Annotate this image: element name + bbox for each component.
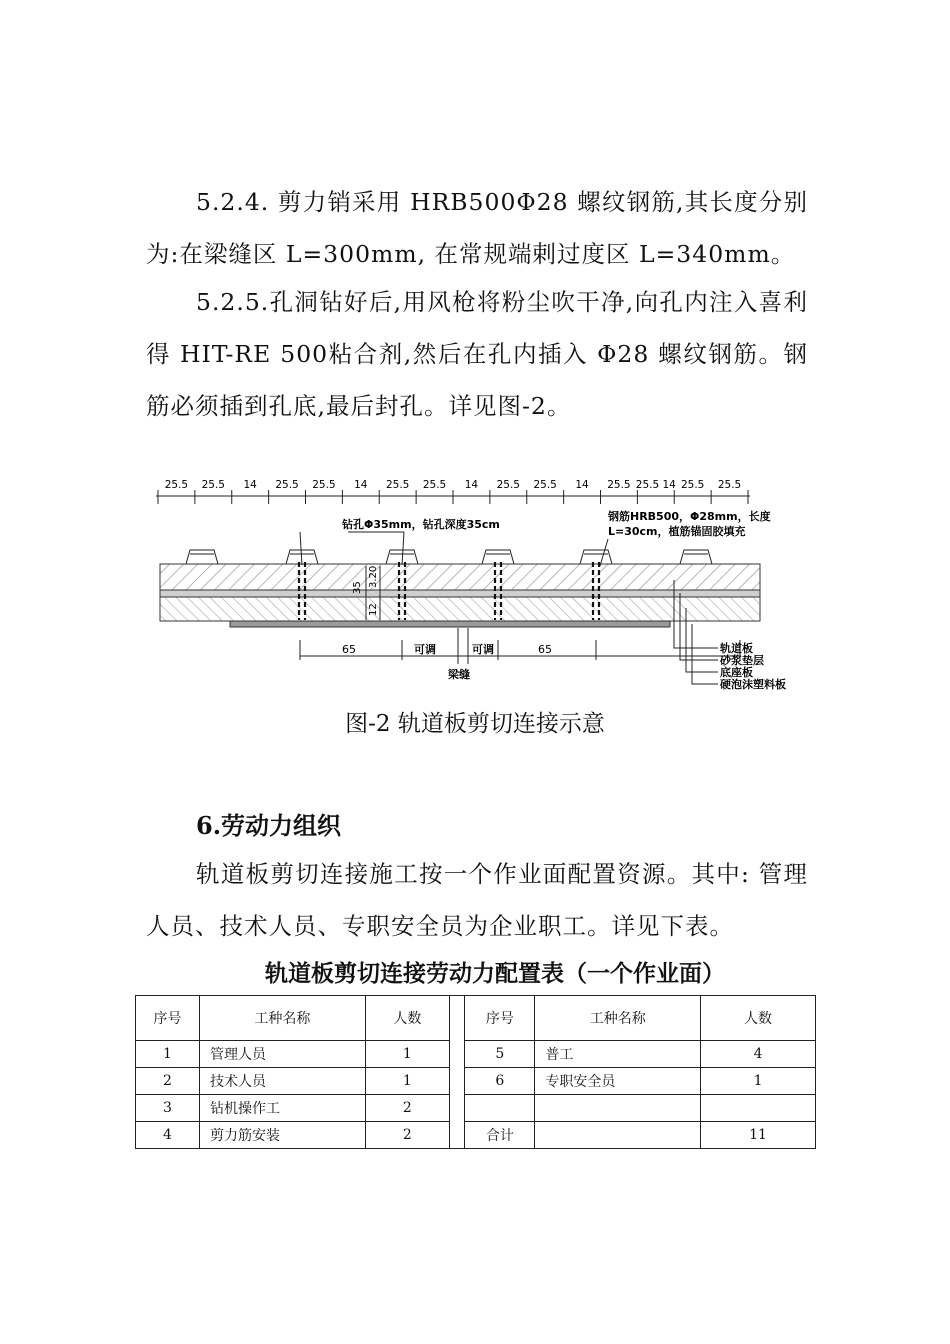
bottom-adjustable-left: 可调 <box>414 643 436 656</box>
base-plate <box>160 597 760 621</box>
bottom-dim-right: 65 <box>538 643 552 656</box>
track-slab <box>160 564 760 590</box>
header-count-2: 人数 <box>701 996 816 1041</box>
cell-type: 钻机操作工 <box>200 1095 366 1122</box>
dimension-label: 14 <box>464 479 479 491</box>
cell-type: 管理人员 <box>200 1041 366 1068</box>
cell-no: 2 <box>136 1068 200 1095</box>
dimension-label: 25.5 <box>496 479 521 491</box>
dimension-label: 25.5 <box>533 479 557 491</box>
cell-count-2: 4 <box>701 1041 816 1068</box>
rail-fastener <box>680 550 712 564</box>
depth-12-label: 12 <box>368 603 379 616</box>
rail-fasteners <box>186 550 712 564</box>
rail-fastener <box>482 550 514 564</box>
cell-no: 3 <box>136 1095 200 1122</box>
foam-board <box>230 621 670 627</box>
table-row <box>136 1068 816 1095</box>
layer-label-mortar: 砂浆垫层 <box>720 654 764 667</box>
cell-count: 1 <box>365 1068 449 1095</box>
dimension-label: 25.5 <box>385 479 410 491</box>
cell-count: 1 <box>365 1041 449 1068</box>
dimension-label: 14 <box>243 479 257 491</box>
cell-no: 1 <box>136 1041 200 1068</box>
cell-no-2: 6 <box>465 1068 535 1095</box>
paragraph-section-6: 轨道板剪切连接施工按一个作业面配置资源。其中: 管理人员、技术人员、专职安全员为企业职工。详见下表。 <box>146 860 808 940</box>
header-type-2: 工种名称 <box>535 996 701 1041</box>
cell-total-label: 合计 <box>465 1122 535 1149</box>
rail-fastener <box>580 550 612 564</box>
header-type: 工种名称 <box>200 996 366 1041</box>
cell-no-2: 5 <box>465 1041 535 1068</box>
cell-count: 2 <box>365 1122 449 1149</box>
bottom-dim-left: 65 <box>342 643 356 656</box>
header-count: 人数 <box>365 996 449 1041</box>
layer-label-track-slab: 轨道板 <box>720 642 753 655</box>
dimension-label: 14 <box>575 479 589 491</box>
track-slab-shear-connection-figure <box>150 470 814 692</box>
rebar-note-line2: L=30cm，植筋锚固胶填充 <box>608 525 746 538</box>
dimension-label: 25.5 <box>275 479 299 491</box>
cell-count-2: 1 <box>701 1068 816 1095</box>
dimension-label: 25.5 14 <box>635 479 676 491</box>
cell-type: 剪力筋安装 <box>200 1122 366 1149</box>
paragraph-5-2-5: 5.2.5.孔洞钻好后,用风枪将粉尘吹干净,向孔内注入喜利得 HIT-RE 500粘合剂,然后在孔内插入 Φ28 螺纹钢筋。钢筋必须插到孔底,最后封孔。详见图-2。 <box>146 288 808 420</box>
cell-count-2 <box>701 1095 816 1122</box>
figure-caption: 图-2 轨道板剪切连接示意 <box>345 711 605 737</box>
cell-type-2: 普工 <box>535 1041 701 1068</box>
dimension-label: 25.5 <box>201 479 226 491</box>
section-heading: 6.劳动力组织 <box>196 811 342 840</box>
layer-label-foam-board: 硬泡沫塑料板 <box>720 678 786 691</box>
paragraph-5-2-4: 5.2.4. 剪力销采用 HRB500Φ28 螺纹钢筋,其长度分别为:在梁缝区 L=300mm, 在常规端剌过度区 L=340mm。 <box>146 188 808 268</box>
cell-type-2: 专职安全员 <box>535 1068 701 1095</box>
rail-fastener <box>186 550 218 564</box>
bottom-adjustable-right: 可调 <box>472 643 494 656</box>
table-header-row <box>136 996 816 1041</box>
beam-joint-label: 梁缝 <box>448 668 470 681</box>
cell-no-2 <box>465 1095 535 1122</box>
cell-type-2 <box>535 1095 701 1122</box>
depth-3-20-label: 3.20 <box>368 565 379 588</box>
mortar-layer <box>160 590 760 597</box>
labor-table <box>135 995 816 1149</box>
table-title: 轨道板剪切连接劳动力配置表（一个作业面） <box>265 961 725 987</box>
cell-type: 技术人员 <box>200 1068 366 1095</box>
cell-count: 2 <box>365 1095 449 1122</box>
depth-35-label: 35 <box>352 581 363 594</box>
dimension-label: 25.5 <box>680 479 705 491</box>
hole-note: 钻孔Φ35mm，钻孔深度35cm <box>342 518 500 531</box>
cell-total-count: 11 <box>701 1122 816 1149</box>
table-row <box>136 1041 816 1068</box>
rebar-note-line1: 钢筋HRB500，Φ28mm，长度 <box>608 510 771 523</box>
cell-type-2 <box>535 1122 701 1149</box>
layer-label-base-plate: 底座板 <box>720 666 753 679</box>
dimension-label: 25.5 <box>717 479 742 491</box>
table-gap <box>450 996 465 1149</box>
dimension-label: 25.5 <box>607 479 631 491</box>
dimension-label: 25.5 <box>312 479 336 491</box>
dimension-labels <box>165 479 742 491</box>
cell-no: 4 <box>136 1122 200 1149</box>
header-no-2: 序号 <box>465 996 535 1041</box>
dimension-ticks <box>158 490 748 504</box>
header-no: 序号 <box>136 996 200 1041</box>
dimension-label: 25.5 <box>164 479 189 491</box>
dimension-label: 14 <box>354 479 368 491</box>
table-row <box>136 1095 816 1122</box>
dimension-label: 25.5 <box>422 479 447 491</box>
table-row <box>136 1122 816 1149</box>
